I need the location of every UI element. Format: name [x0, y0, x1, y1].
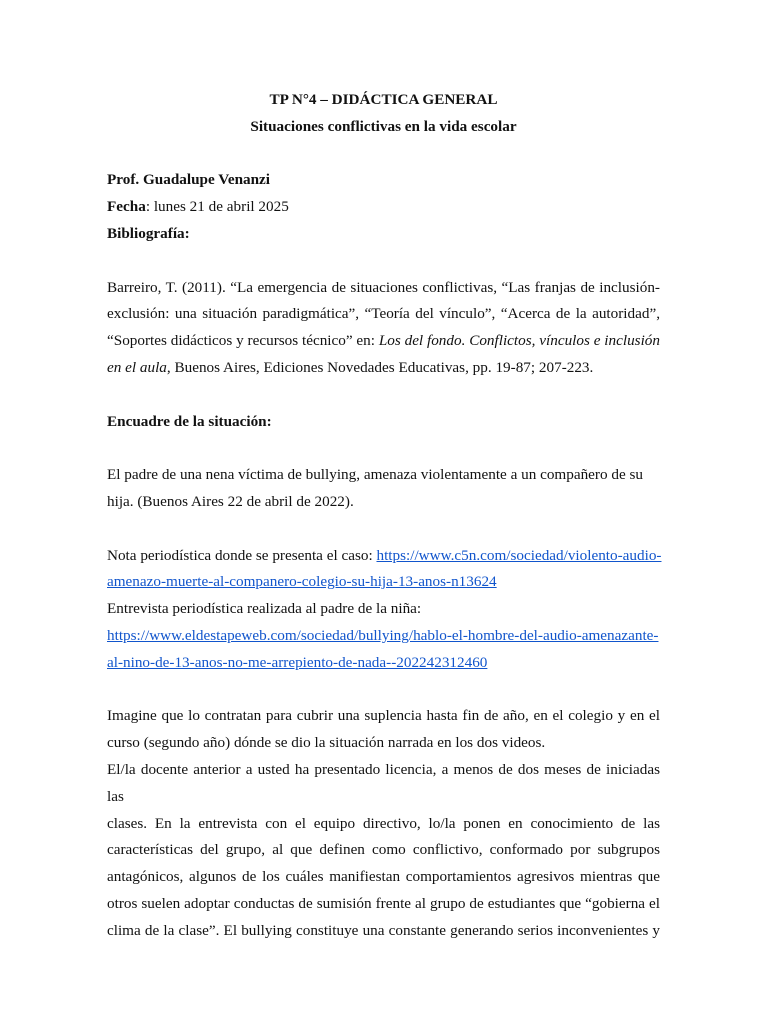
- paragraph-line: características del grupo, al que definen como conflictivo, conformado por subgrupos: [107, 841, 660, 859]
- bibliography-entry: [107, 275, 660, 382]
- interview-label: Entrevista periodística realizada al padre de la niña:: [107, 600, 422, 618]
- paragraph-line: antagónicos, algunos de los cuáles manifiestan comportamientos agresivos mientras que: [107, 868, 660, 886]
- paragraph-line: curso (segundo año) dónde se dio la situación narrada en los dos videos.: [107, 734, 546, 752]
- date-line: [107, 194, 660, 221]
- bibliography-publisher: , Buenos Aires, Ediciones Novedades Educativas, pp. 19-87; 207-223.: [166, 358, 594, 376]
- bibliography-line: [107, 328, 660, 355]
- bibliography-line: exclusión: una situación paradigmática”, “Teoría del vínculo”, “Acerca de la autoridad”,: [107, 305, 660, 323]
- spacer: [107, 677, 660, 704]
- date-label: Fecha: [107, 198, 146, 216]
- document-subtitle: Situaciones conflictivas en la vida escolar: [250, 117, 517, 135]
- paragraph-line: El/la docente anterior a usted ha presentado licencia, a menos de dos meses de iniciadas las: [107, 760, 660, 805]
- bibliography-line: Barreiro, T. (2011). “La emergencia de situaciones conflictivas, “Las franjas de inclusión-: [107, 278, 660, 296]
- news-note-link-cont: [107, 569, 660, 596]
- spacer: [107, 516, 660, 543]
- spacer: [107, 435, 660, 462]
- interview-link-cont: [107, 650, 660, 677]
- news-note-link-continued[interactable]: amenazo-muerte-al-companero-colegio-su-hija-13-anos-n13624: [107, 573, 497, 591]
- bibliography-label: Bibliografía:: [107, 224, 190, 242]
- encuadre-heading: Encuadre de la situación:: [107, 412, 272, 430]
- paragraph-line: clases. En la entrevista con el equipo directivo, lo/la ponen en conocimiento de las: [107, 814, 660, 832]
- bibliography-book-title-end: en el aula: [107, 358, 167, 376]
- context-paragraph: [107, 757, 660, 945]
- news-note-link[interactable]: https://www.c5n.com/sociedad/violento-audio-: [376, 546, 662, 564]
- document-title: TP N°4 – DIDÁCTICA GENERAL: [269, 91, 498, 108]
- bibliography-line: [107, 355, 660, 382]
- document-content: [107, 87, 660, 945]
- encuadre-line: El padre de una nena víctima de bullying, amenaza violentamente a un compañero de su: [107, 466, 643, 484]
- news-note-line: [107, 543, 660, 570]
- interview-link-continued[interactable]: al-nino-de-13-anos-no-me-arrepiento-de-nada--202242312460: [107, 653, 488, 671]
- spacer: [107, 248, 660, 275]
- bibliography-book-title: Los del fondo. Conflictos, vínculos e inclusión: [378, 332, 660, 350]
- professor-name: Prof. Guadalupe Venanzi: [107, 171, 271, 189]
- paragraph-line: Imagine que lo contratan para cubrir una suplencia hasta fin de año, en el colegio y en el: [107, 707, 660, 725]
- news-note-label: Nota periodística donde se presenta el caso:: [107, 546, 377, 564]
- interview-link-line: [107, 623, 660, 650]
- scenario-paragraph: [107, 703, 660, 757]
- interview-link[interactable]: https://www.eldestapeweb.com/sociedad/bullying/hablo-el-hombre-del-audio-amenazante-: [107, 626, 659, 644]
- spacer: [107, 382, 660, 409]
- date-value: : lunes 21 de abril 2025: [145, 198, 289, 216]
- bibliography-text: “Soportes didácticos y recursos técnico” en:: [107, 332, 379, 350]
- paragraph-line: otros suelen adoptar conductas de sumisión frente al grupo de estudiantes que “gobierna el: [107, 894, 660, 912]
- spacer: [107, 141, 660, 168]
- encuadre-line: hija. (Buenos Aires 22 de abril de 2022).: [107, 492, 354, 510]
- paragraph-line: clima de la clase”. El bullying constituye una constante generando serios inconvenientes y: [107, 921, 660, 939]
